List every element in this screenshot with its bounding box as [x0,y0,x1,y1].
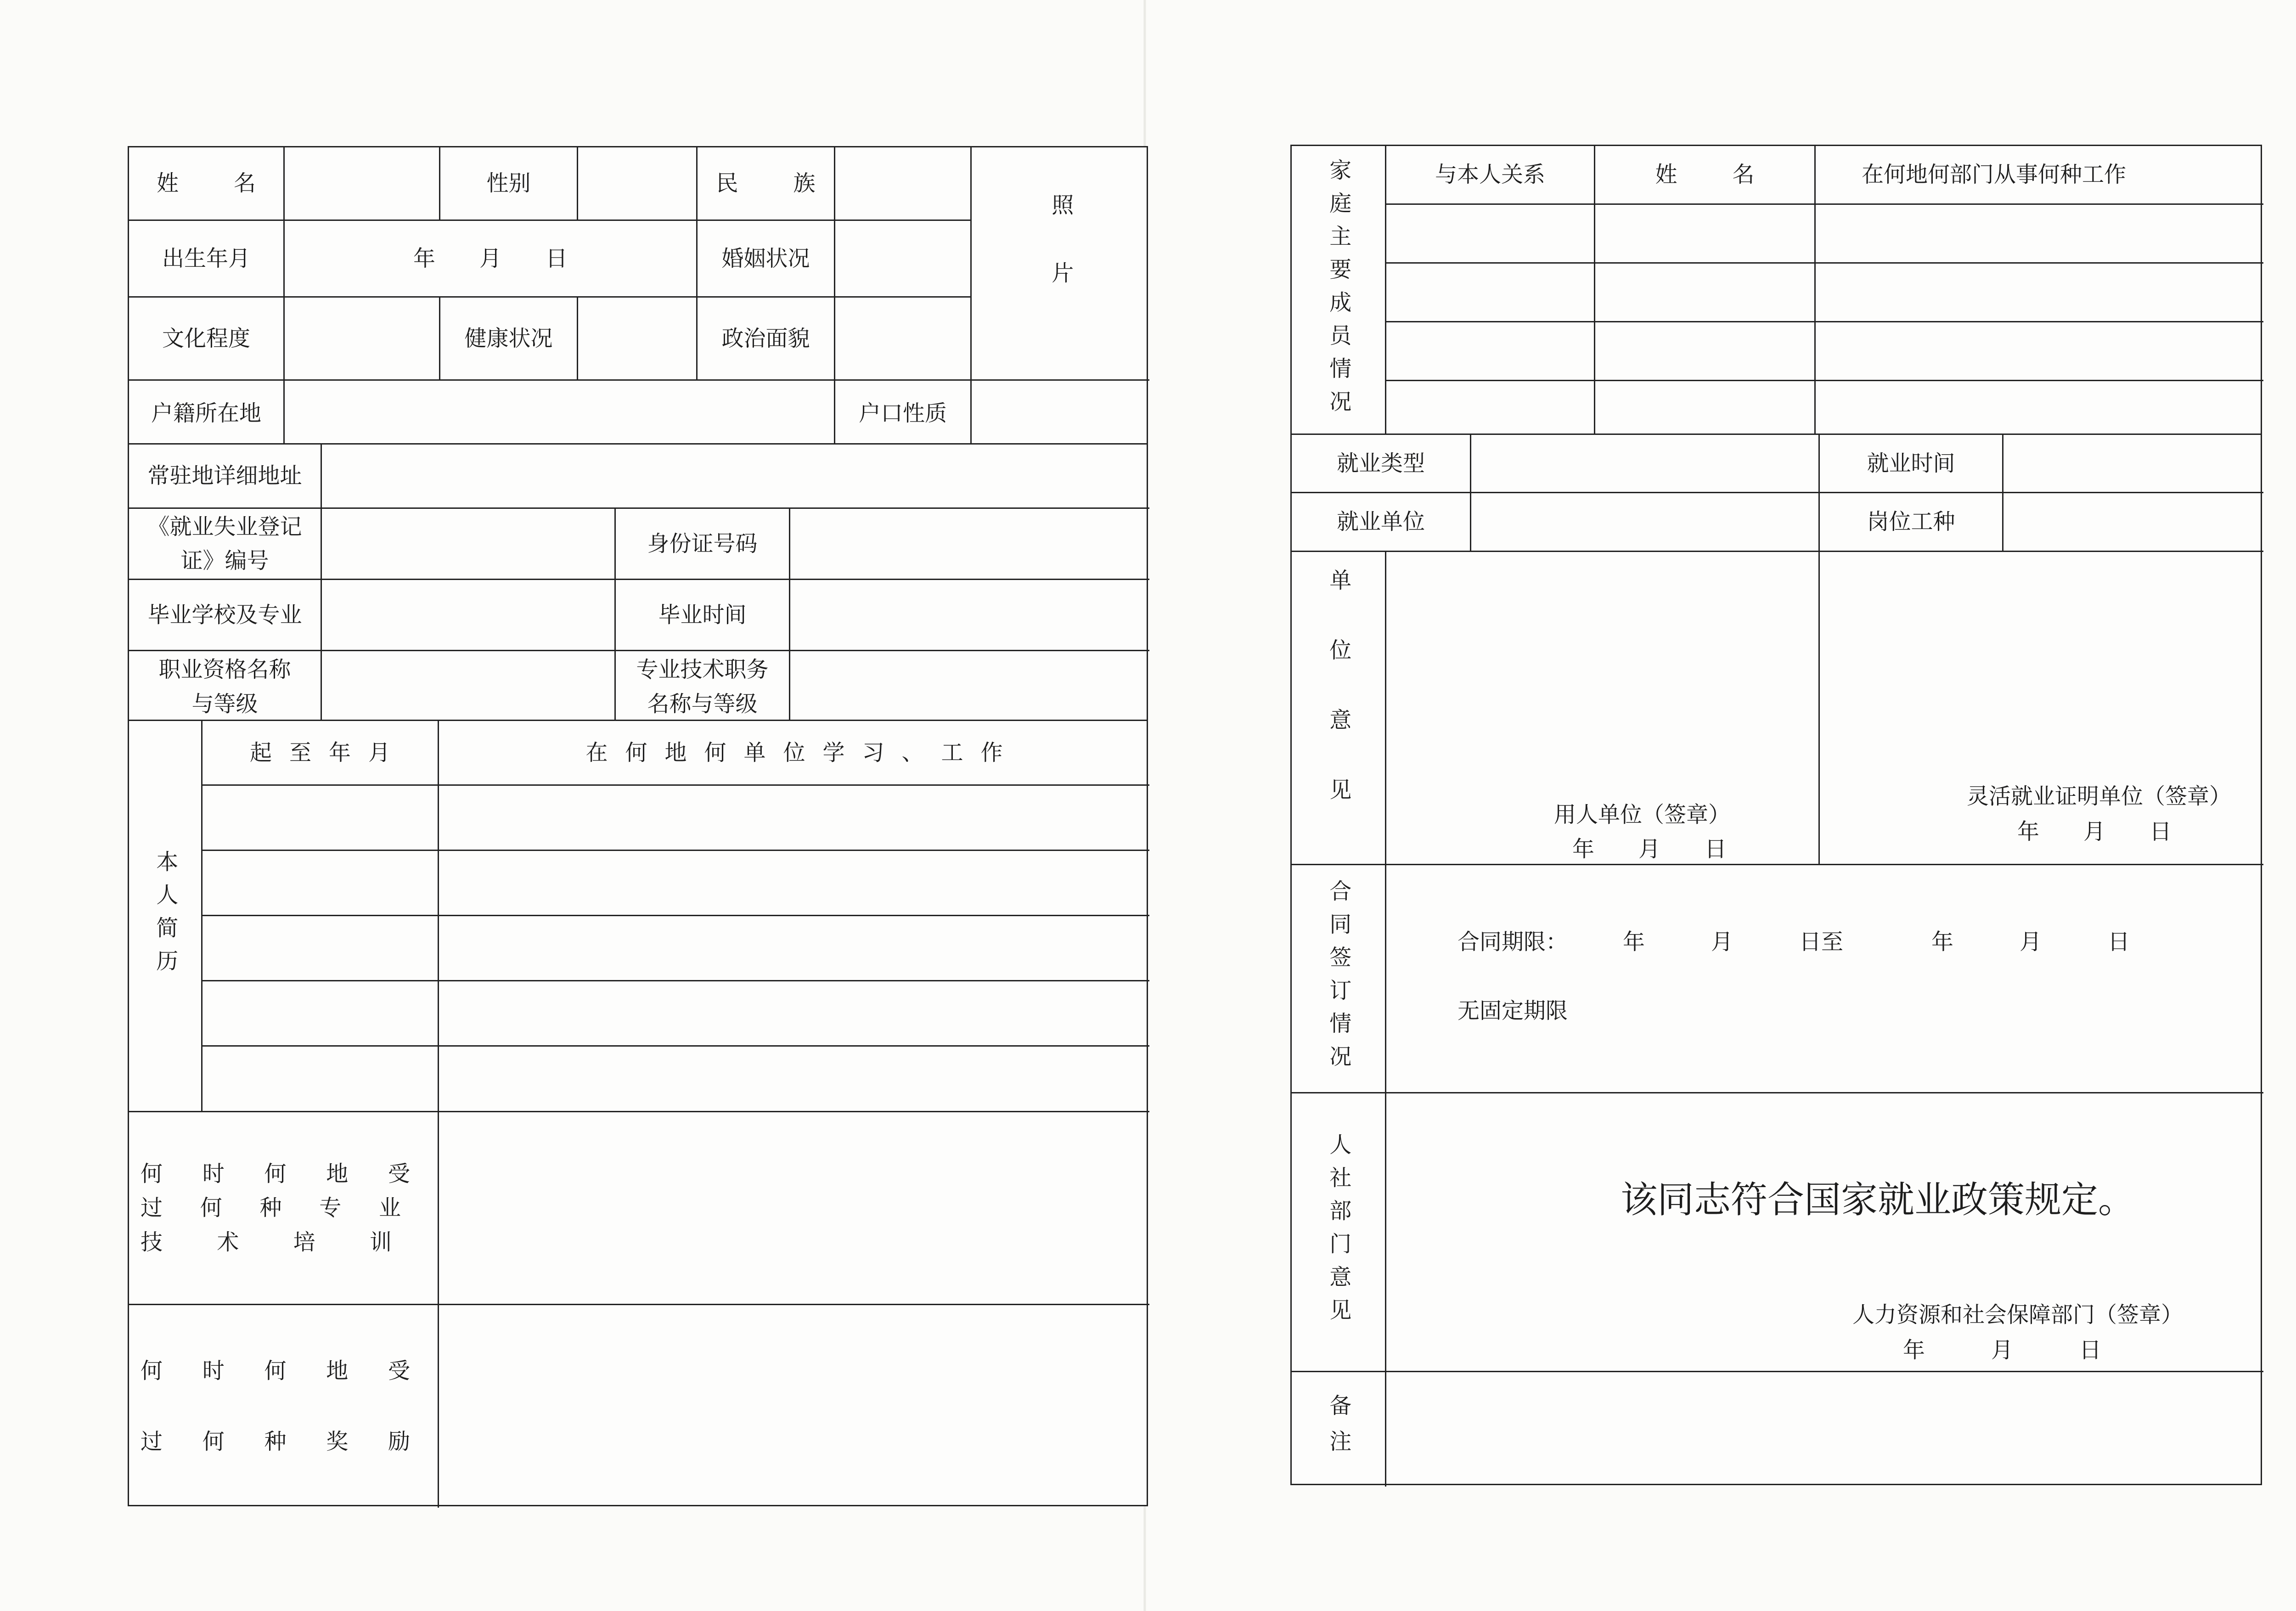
resume-place-cell[interactable] [439,981,1149,1047]
employer-label: 就业单位 [1292,493,1471,552]
family-relation-cell[interactable] [1386,264,1595,322]
school-field[interactable] [322,580,616,651]
remarks-label: 备注 [1292,1372,1386,1487]
health-field[interactable] [578,298,698,381]
health-label: 健康状况 [440,298,578,381]
award-line: 过 何 种 奖 励 [141,1428,410,1454]
training-line: 过 何 种 专 业 [141,1195,401,1221]
gender-field[interactable] [578,147,698,221]
hr-sign: 人力资源和社会保障部门（签章） [1852,1302,2183,1328]
political-label: 政治面貌 [698,298,835,381]
school-label: 毕业学校及专业 [129,580,322,651]
position-field[interactable] [2003,493,2263,552]
basic-info-table [128,146,1148,445]
employment-time-label: 就业时间 [1820,435,2003,493]
photo-box[interactable] [972,147,1149,381]
hukou-type-field[interactable] [972,381,1149,446]
resume-place-cell[interactable] [439,916,1149,981]
resume-period-cell[interactable] [203,916,439,981]
training-field[interactable] [439,1112,1149,1305]
contract-box[interactable] [1386,865,2263,1093]
remarks-field[interactable] [1386,1372,2263,1487]
family-relation-cell[interactable] [1386,205,1595,264]
resume-place-cell[interactable] [439,851,1149,916]
hr-statement: 该同志符合国家就业政策规定。 [1621,1178,2135,1221]
family-work-cell[interactable] [1816,264,2263,322]
cert-label: 《就业失业登记证》编号 [129,509,322,580]
resume-label: 本人简历 [129,721,203,1112]
employment-table [1290,434,2262,1485]
resume-period-cell[interactable] [203,851,439,916]
family-relation-cell[interactable] [1386,381,1595,436]
resume-period-cell[interactable] [203,786,439,851]
flex-sign: 灵活就业证明单位（签章） [1967,783,2232,809]
resume-place-header: 在何地何单位学习、工作 [439,721,1149,786]
family-label: 家庭主要成员情况 [1292,146,1386,436]
name-label: 姓名 [129,147,285,221]
political-field[interactable] [835,298,972,381]
contract-label: 合同签订情况 [1292,865,1386,1093]
education-field[interactable] [285,298,440,381]
birth-label: 出生年月 [129,221,285,298]
unit-opinion-label: 单位意见 [1292,552,1386,865]
id-label: 身份证号码 [616,509,790,580]
hukou-location-field[interactable] [285,381,835,446]
award-field[interactable] [439,1305,1149,1508]
no-fixed-term[interactable]: 无固定期限 [1458,998,1568,1024]
grad-time-label: 毕业时间 [616,580,790,651]
flex-date: 年 月 日 [2017,819,2172,845]
ethnicity-label: 民族 [698,147,835,221]
marital-field[interactable] [835,221,972,298]
personal-details-table [128,443,1148,721]
employer-opinion-box[interactable] [1386,552,1820,865]
training-line: 技 术 培 训 [141,1229,392,1255]
family-name-cell[interactable] [1595,264,1816,322]
contract-period: 合同期限： 年 月 日至 年 月 日 [1458,929,2130,955]
family-name-cell[interactable] [1595,205,1816,264]
position-label: 岗位工种 [1820,493,2003,552]
hukou-type-label: 户口性质 [835,381,972,446]
award-line: 何 时 何 地 受 [141,1358,410,1384]
employment-type-field[interactable] [1471,435,1820,493]
resume-period-cell[interactable] [203,1047,439,1112]
relation-header: 与本人关系 [1386,146,1595,205]
grad-time-field[interactable] [790,580,1149,651]
resume-place-cell[interactable] [439,1047,1149,1112]
resume-table [128,720,1148,1506]
employer-sign: 用人单位（签章） [1554,802,1731,828]
hr-date: 年 月 日 [1903,1337,2102,1363]
training-label [129,1112,439,1305]
award-label [129,1305,439,1508]
qualification-field[interactable] [322,651,616,722]
training-line: 何 时 何 地 受 [141,1160,410,1187]
name-field[interactable] [285,147,440,221]
education-label: 文化程度 [129,298,285,381]
family-work-cell[interactable] [1816,322,2263,381]
employer-date: 年 月 日 [1572,836,1727,862]
resume-period-header: 起至年月 [203,721,439,786]
resume-place-cell[interactable] [439,786,1149,851]
id-field[interactable] [790,509,1149,580]
birth-date-field[interactable]: 年 月 日 [285,221,698,298]
family-name-cell[interactable] [1595,322,1816,381]
employer-field[interactable] [1471,493,1820,552]
resume-period-cell[interactable] [203,981,439,1047]
member-name-header: 姓名 [1595,146,1816,205]
address-label: 常驻地详细地址 [129,445,322,509]
employment-type-label: 就业类型 [1292,435,1471,493]
photo-label: 照片 [1047,193,1074,329]
tech-title-field[interactable] [790,651,1149,722]
family-work-cell[interactable] [1816,381,2263,436]
gender-label: 性别 [440,147,578,221]
family-name-cell[interactable] [1595,381,1816,436]
marital-label: 婚姻状况 [698,221,835,298]
qualification-label: 职业资格名称与等级 [129,651,322,722]
family-table [1290,145,2262,435]
hr-opinion-label: 人社部门意见 [1292,1093,1386,1372]
tech-title-label: 专业技术职务名称与等级 [616,651,790,722]
address-field[interactable] [322,445,1149,509]
ethnicity-field[interactable] [835,147,972,221]
family-work-cell[interactable] [1816,205,2263,264]
hukou-location-label: 户籍所在地 [129,381,285,446]
hr-opinion-box[interactable] [1386,1093,2263,1372]
family-relation-cell[interactable] [1386,322,1595,381]
employment-time-field[interactable] [2003,435,2263,493]
work-header: 在何地何部门从事何种工作 [1816,146,2263,205]
flex-employment-opinion-box[interactable] [1820,552,2263,865]
cert-field[interactable] [322,509,616,580]
